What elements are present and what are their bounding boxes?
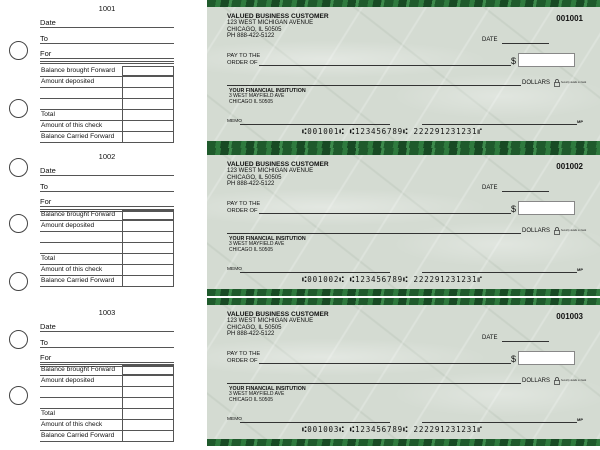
binder-hole — [9, 99, 28, 118]
dollars-label: DOLLARS — [522, 378, 551, 384]
memo-label: MEMO — [227, 417, 242, 422]
memo-label: MEMO — [227, 119, 242, 124]
binder-hole — [9, 386, 28, 405]
stub-to-field[interactable]: To — [40, 34, 174, 44]
bank-address1: 3 WEST MAYFIELD AVE — [229, 241, 285, 247]
pay-to-label: PAY TO THE ORDER OF — [227, 201, 261, 214]
bank-name: YOUR FINANCIAL INSITUTION — [229, 236, 306, 242]
check-number: 001003 — [556, 312, 583, 321]
check-border-top — [207, 148, 600, 155]
dollar-sign: $ — [511, 354, 517, 364]
ledger-row-balance-forward[interactable]: Balance brought Forward — [40, 66, 174, 77]
ledger-row-amount-deposited[interactable]: Amount deposited — [40, 376, 174, 387]
customer-address1: 123 WEST MICHIGAN AVENUE — [227, 20, 314, 26]
check-border-bottom — [207, 289, 600, 296]
binder-hole — [9, 214, 28, 233]
customer-address2: CHICAGO, IL 50505 — [227, 324, 282, 331]
customer-phone: PH 888-422-5122 — [227, 181, 275, 187]
signature-field[interactable] — [422, 272, 577, 273]
dollars-label: DOLLARS — [522, 228, 551, 234]
svg-text:Security details on back: Security details on back — [561, 228, 587, 232]
ledger-row-amount-deposited[interactable]: Amount deposited — [40, 221, 174, 232]
ledger-row-balance-carried[interactable]: Balance Carried Forward — [40, 132, 174, 143]
customer-address2: CHICAGO, IL 50505 — [227, 174, 282, 181]
stub-for-field[interactable]: For — [40, 353, 174, 363]
payee-field[interactable] — [259, 213, 511, 214]
binder-hole — [9, 330, 28, 349]
ledger-row-amount-check[interactable]: Amount of this check — [40, 265, 174, 276]
signature-field[interactable] — [422, 422, 577, 423]
memo-field[interactable] — [240, 422, 390, 423]
ledger-row-balance-forward[interactable]: Balance brought Forward — [40, 365, 174, 376]
stub-ledger — [40, 210, 174, 287]
dollar-sign: $ — [511, 204, 517, 214]
customer-address1: 123 WEST MICHIGAN AVENUE — [227, 318, 314, 324]
customer-phone: PH 888-422-5122 — [227, 331, 275, 337]
svg-text:Security details on back: Security details on back — [561, 80, 587, 84]
dollar-sign: $ — [511, 56, 517, 66]
stub-number: 1001 — [98, 4, 116, 13]
bank-address1: 3 WEST MAYFIELD AVE — [229, 391, 285, 397]
date-label: DATE — [482, 185, 498, 191]
check-stub — [40, 4, 174, 145]
mp-mark: MP — [577, 267, 583, 272]
ledger-row-amount-check[interactable]: Amount of this check — [40, 121, 174, 132]
stub-for-field[interactable]: For — [40, 49, 174, 59]
binder-hole — [9, 41, 28, 60]
customer-name: VALUED BUSINESS CUSTOMER — [227, 161, 329, 168]
ledger-row-total[interactable]: Total — [40, 110, 174, 121]
stub-number: 1003 — [98, 308, 116, 317]
memo-field[interactable] — [240, 272, 390, 273]
ledger-row[interactable] — [40, 398, 174, 409]
mp-mark: MP — [577, 119, 583, 124]
customer-address2: CHICAGO, IL 50505 — [227, 26, 282, 33]
date-label: DATE — [482, 37, 498, 43]
check-stub — [40, 308, 174, 449]
check-border-top — [207, 0, 600, 7]
ledger-row[interactable] — [40, 88, 174, 99]
check-border-bottom — [207, 141, 600, 148]
dollars-label: DOLLARS — [522, 80, 551, 86]
stub-divider — [40, 61, 174, 64]
check — [207, 298, 600, 446]
stub-to-field[interactable]: To — [40, 338, 174, 348]
ledger-row-total[interactable]: Total — [40, 254, 174, 265]
stub-to-field[interactable]: To — [40, 182, 174, 192]
date-field[interactable] — [502, 43, 549, 44]
stub-ledger — [40, 365, 174, 442]
binder-holes — [0, 0, 36, 450]
memo-field[interactable] — [240, 124, 390, 125]
bank-address2: CHICAGO IL 50505 — [229, 396, 274, 403]
date-field[interactable] — [502, 191, 549, 192]
security-lock-icon — [554, 227, 587, 235]
amount-words-field[interactable] — [227, 383, 521, 384]
check-number: 001002 — [556, 162, 583, 171]
memo-label: MEMO — [227, 267, 242, 272]
ledger-row-balance-forward[interactable]: Balance brought Forward — [40, 210, 174, 221]
amount-field[interactable] — [518, 201, 575, 215]
stub-date-field[interactable]: Date — [40, 18, 174, 28]
customer-phone: PH 888-422-5122 — [227, 33, 275, 39]
bank-name: YOUR FINANCIAL INSITUTION — [229, 386, 306, 392]
bank-address2: CHICAGO IL 50505 — [229, 98, 274, 105]
binder-hole — [9, 158, 28, 177]
check-border-bottom — [207, 439, 600, 446]
customer-name: VALUED BUSINESS CUSTOMER — [227, 13, 329, 20]
payee-field[interactable] — [259, 65, 511, 66]
signature-field[interactable] — [422, 124, 577, 125]
amount-field[interactable] — [518, 53, 575, 67]
bank-name: YOUR FINANCIAL INSITUTION — [229, 88, 306, 94]
bank-address1: 3 WEST MAYFIELD AVE — [229, 93, 285, 99]
security-lock-icon — [554, 377, 587, 385]
ledger-row[interactable] — [40, 99, 174, 110]
mp-mark: MP — [577, 417, 583, 422]
ledger-row-balance-carried[interactable]: Balance Carried Forward — [40, 276, 174, 287]
amount-field[interactable] — [518, 351, 575, 365]
date-label: DATE — [482, 335, 498, 341]
binder-hole — [9, 272, 28, 291]
ledger-row[interactable] — [40, 387, 174, 398]
customer-name: VALUED BUSINESS CUSTOMER — [227, 311, 329, 318]
amount-words-field[interactable] — [227, 85, 521, 86]
check — [207, 0, 600, 148]
stub-date-field[interactable]: Date — [40, 166, 174, 176]
micr-line: ⑆001003⑆ ⑆123456789⑆ 222291231231⑈ — [302, 425, 483, 434]
stub-date-field[interactable]: Date — [40, 322, 174, 332]
amount-words-field[interactable] — [227, 233, 521, 234]
micr-line: ⑆001001⑆ ⑆123456789⑆ 222291231231⑈ — [302, 127, 483, 136]
micr-line: ⑆001002⑆ ⑆123456789⑆ 222291231231⑈ — [302, 275, 483, 284]
stub-for-field[interactable]: For — [40, 197, 174, 207]
security-lock-icon — [554, 79, 587, 87]
check — [207, 148, 600, 296]
ledger-row-total[interactable]: Total — [40, 409, 174, 420]
check-border-top — [207, 298, 600, 305]
check-number: 001001 — [556, 14, 583, 23]
ledger-row-amount-deposited[interactable]: Amount deposited — [40, 77, 174, 88]
pay-to-label: PAY TO THE ORDER OF — [227, 351, 261, 364]
ledger-row-amount-check[interactable]: Amount of this check — [40, 420, 174, 431]
payee-field[interactable] — [259, 363, 511, 364]
ledger-row[interactable] — [40, 243, 174, 254]
customer-address1: 123 WEST MICHIGAN AVENUE — [227, 168, 314, 174]
pay-to-label: PAY TO THE ORDER OF — [227, 53, 261, 66]
stub-ledger — [40, 66, 174, 143]
bank-address2: CHICAGO IL 50505 — [229, 246, 274, 253]
check-stub — [40, 152, 174, 293]
ledger-row-balance-carried[interactable]: Balance Carried Forward — [40, 431, 174, 442]
stub-number: 1002 — [98, 152, 116, 161]
date-field[interactable] — [502, 341, 549, 342]
ledger-row[interactable] — [40, 232, 174, 243]
svg-text:Security details on back: Security details on back — [561, 378, 587, 382]
